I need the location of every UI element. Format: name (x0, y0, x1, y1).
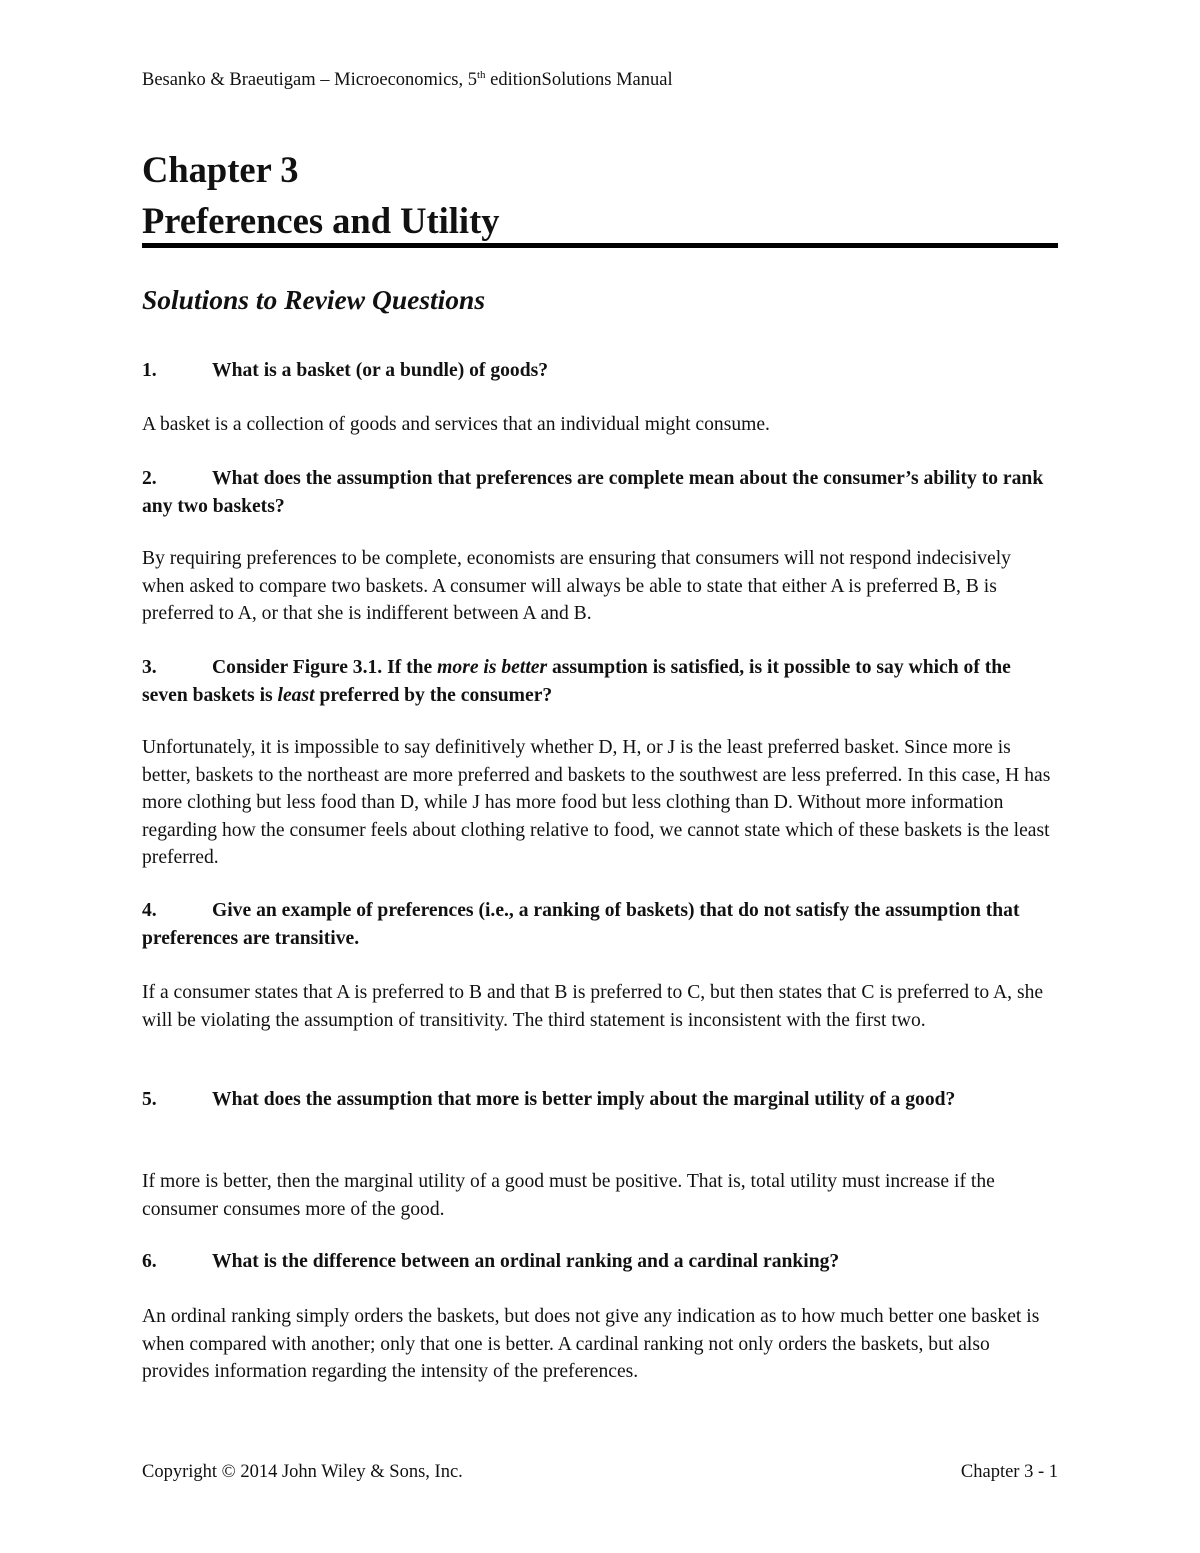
question-1 (142, 357, 1058, 385)
question-text: Give an example of preferences (i.e., a ranking of baskets) that do not satisfy the assumption that preferences are transitive. (142, 900, 1020, 949)
header-text: Besanko & Braeutigam – Microeconomics, 5 (142, 70, 477, 90)
question-number: 3. (142, 657, 157, 678)
answer-6: An ordinal ranking simply orders the baskets, but does not give any indication as to how much better one basket is when compared with another; only that one is better. A cardinal ranking not only orders the baskets, but also provides information regarding the intensity of the preferences. (142, 1306, 1040, 1382)
running-header (142, 70, 673, 91)
answer-3: Unfortunately, it is impossible to say definitively whether D, H, or J is the least preferred basket. Since more is better, baskets to the northeast are more preferred and baskets to the southwest are less preferred. In this case, H has more clothing but less food than D, while J has more food but less clothing than D. Without more information regarding how the consumer feels about clothing relative to food, we cannot state which of these baskets is the least preferred. (142, 737, 1051, 868)
question-number: 6. (142, 1251, 157, 1272)
chapter-number: Chapter 3 (142, 149, 299, 190)
question-number: 2. (142, 468, 157, 489)
chapter-title (142, 144, 499, 246)
header-text-suffix: editionSolutions Manual (485, 70, 673, 90)
section-heading: Solutions to Review Questions (142, 284, 486, 315)
question-text: What does the assumption that more is better imply about the marginal utility of a good? (212, 1089, 956, 1110)
question-text: Consider Figure 3.1. If the (212, 657, 438, 678)
chapter-name: Preferences and Utility (142, 200, 500, 241)
footer-page-number: Chapter 3 - 1 (960, 1462, 1058, 1482)
answer-1: A basket is a collection of goods and services that an individual might consume. (142, 414, 770, 435)
answer-4: If a consumer states that A is preferred to B and that B is preferred to C, but then states that C is preferred to A, she will be violating the assumption of transitivity. The third statement is inconsistent with the first two. (142, 982, 1044, 1031)
question-text: What is a basket (or a bundle) of goods? (212, 360, 549, 381)
answer-2: By requiring preferences to be complete, economists are ensuring that consumers will not respond indecisively when asked to compare two baskets. A consumer will always be able to state that either A is preferred B, B is preferred to A, or that she is indifferent between A and B. (142, 548, 1011, 624)
question-number: 4. (142, 900, 157, 921)
question-5 (142, 1086, 1058, 1114)
question-3 (142, 654, 1058, 709)
question-number: 1. (142, 360, 157, 381)
question-text: assumption is satisfied, is it possible to say which of the seven baskets is (142, 657, 1011, 706)
question-text: What does the assumption that preferences are complete mean about the consumer’s ability to rank any two baskets? (142, 468, 1044, 517)
question-2 (142, 465, 1058, 520)
question-number: 5. (142, 1089, 157, 1110)
header-superscript: th (476, 68, 486, 81)
question-emphasis: least (277, 684, 315, 706)
title-divider (142, 243, 1058, 248)
question-6 (142, 1248, 1058, 1276)
question-emphasis: more is better (437, 657, 548, 678)
question-4 (142, 897, 1058, 952)
answer-5: If more is better, then the marginal utility of a good must be positive. That is, total utility must increase if the consumer consumes more of the good. (142, 1171, 995, 1220)
question-text: What is the difference between an ordinal ranking and a cardinal ranking? (212, 1251, 840, 1272)
footer-copyright: Copyright © 2014 John Wiley & Sons, Inc. (142, 1462, 463, 1482)
question-text: preferred by the consumer? (314, 684, 553, 706)
